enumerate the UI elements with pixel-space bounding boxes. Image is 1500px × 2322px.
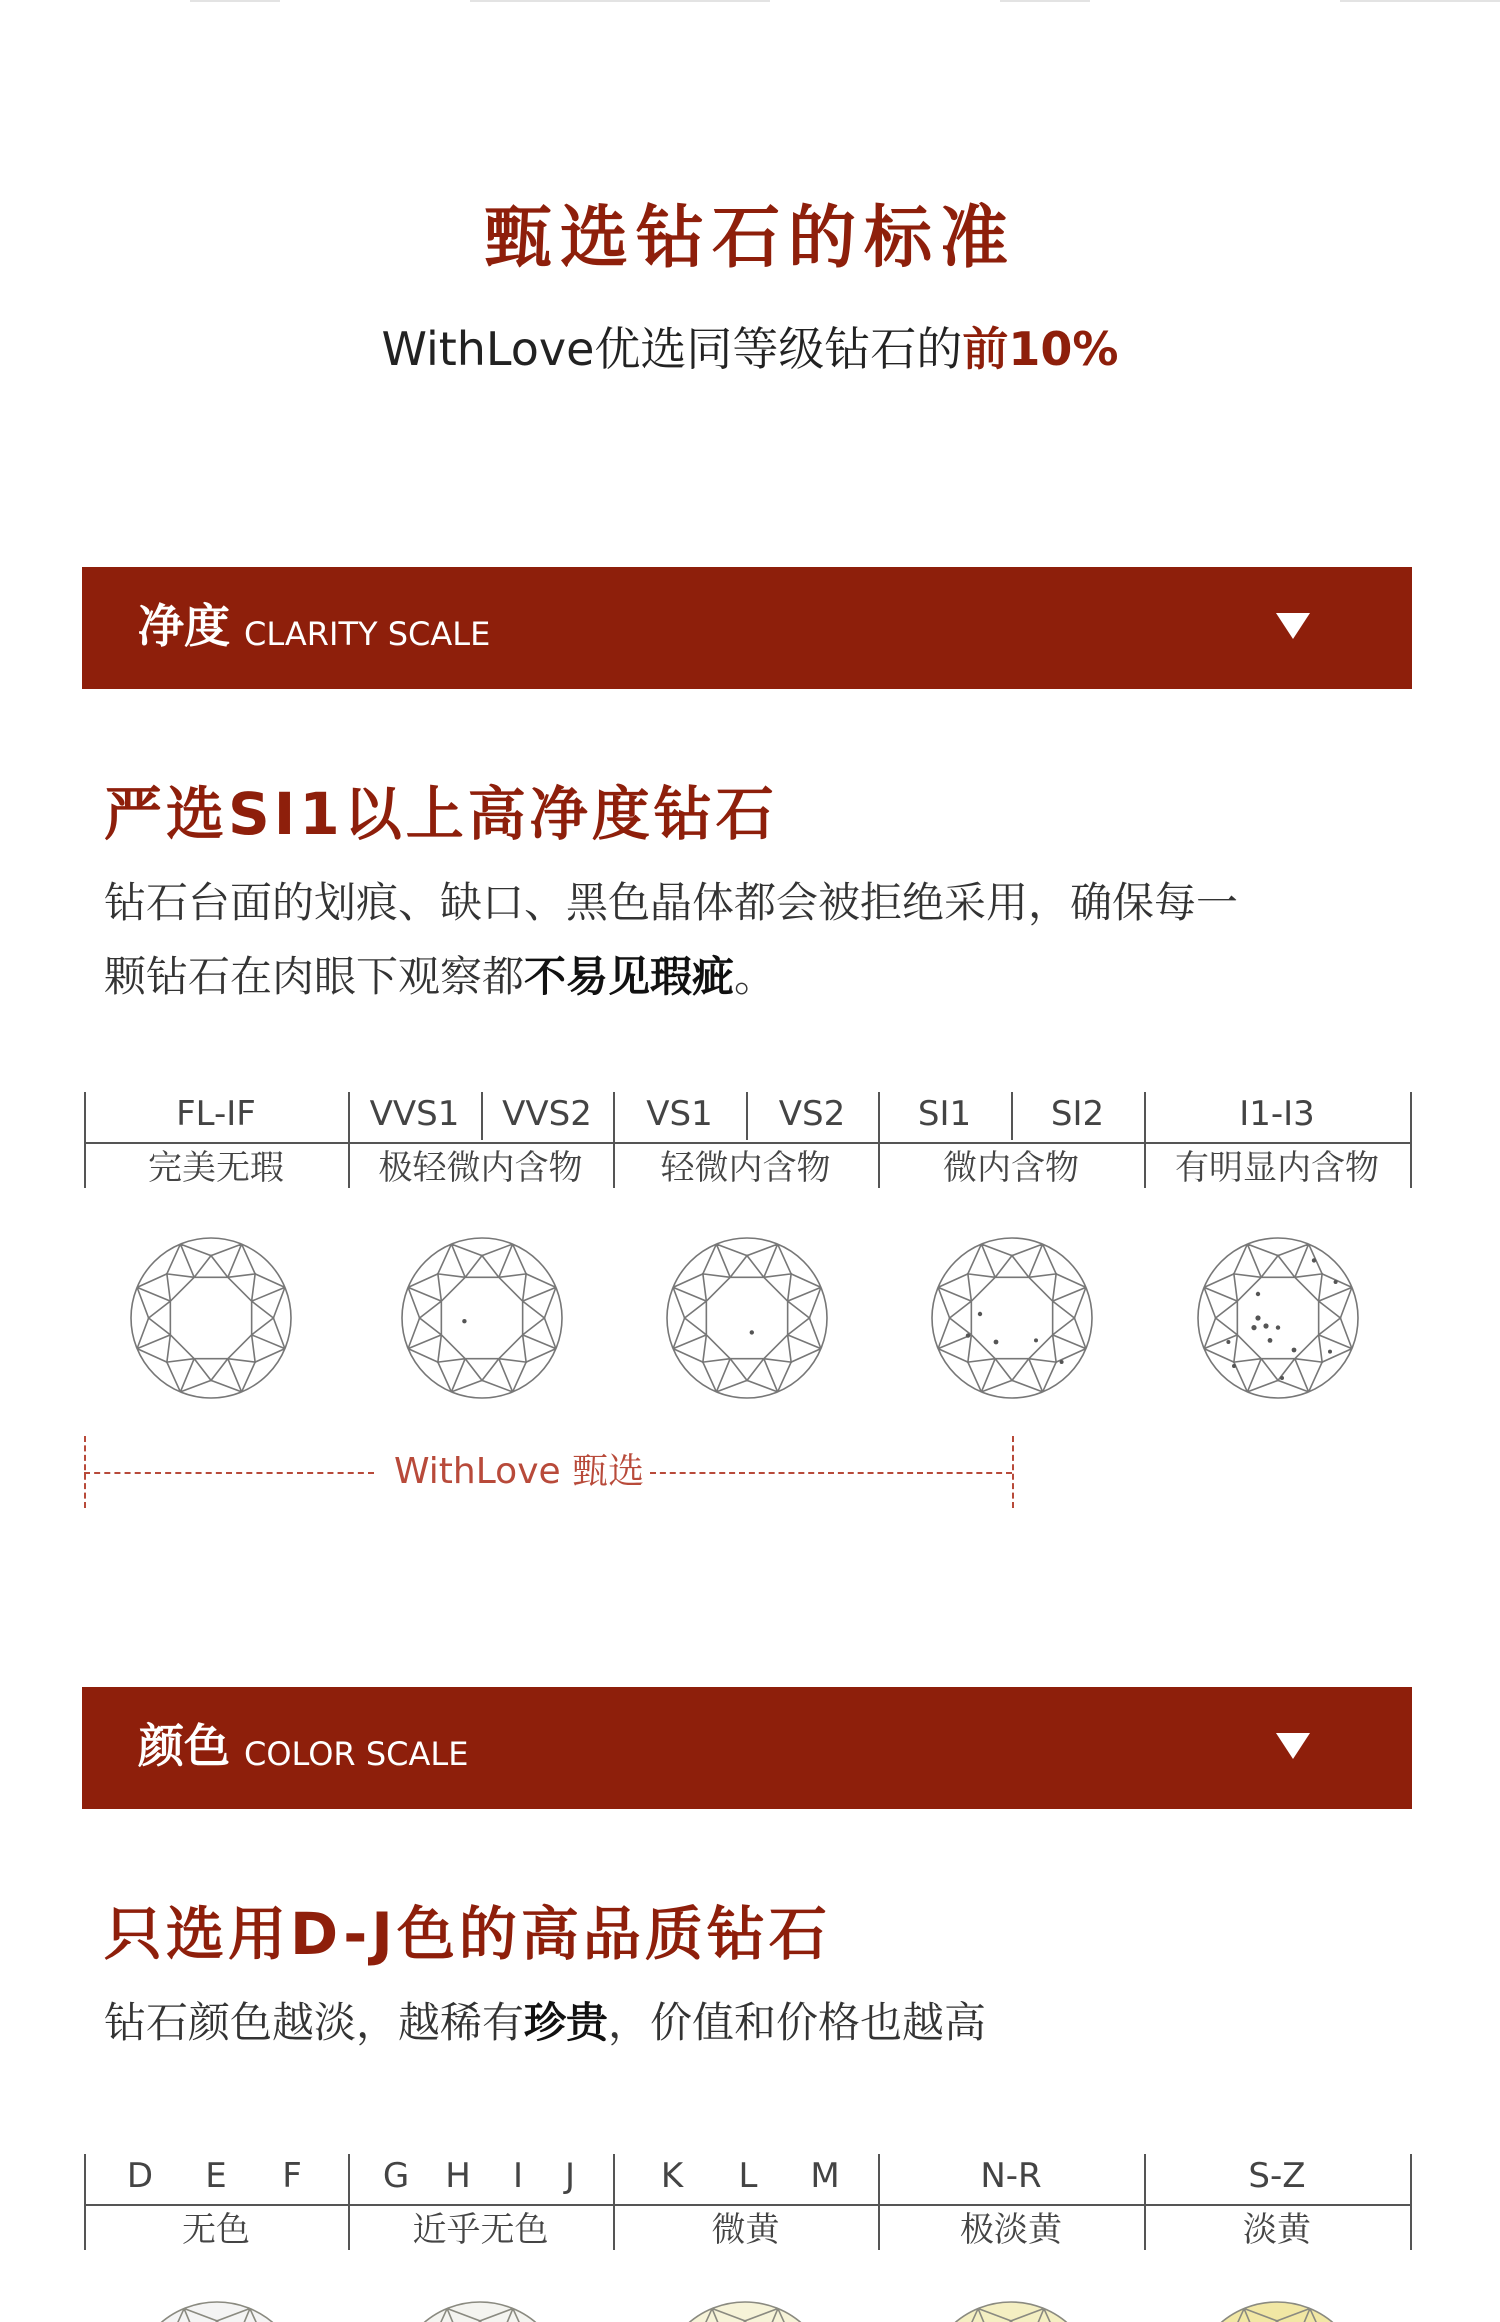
page-title: 甄选钻石的标准 <box>483 199 1016 278</box>
diamond-vs-icon <box>663 1234 831 1402</box>
grade-l: L <box>738 2156 758 2196</box>
grade-vvs2: VVS2 <box>502 1094 592 1134</box>
clarity-description <box>104 866 1424 1014</box>
diamond-included-icon <box>1194 1234 1362 1402</box>
diamond-colorless-icon <box>127 2296 307 2322</box>
grade-g: G <box>382 2156 410 2196</box>
clarity-bar-title: 净度 <box>138 599 230 653</box>
page-subtitle <box>0 322 1500 377</box>
grade-d: D <box>126 2156 154 2196</box>
desc-flawless: 完美无瑕 <box>148 1148 284 1188</box>
clarity-description-line1: 钻石台面的划痕、缺口、黑色晶体都会被拒绝采用，确保每一 <box>104 878 1239 927</box>
color-text-end: ，价值和价格也越高 <box>608 1998 987 2047</box>
clarity-bar-subtitle: CLARITY SCALE <box>244 615 491 653</box>
grade-m: M <box>810 2156 840 2196</box>
clarity-description-line2 <box>104 940 1424 1014</box>
clarity-heading: 严选SI1以上高净度钻石 <box>104 780 778 848</box>
desc-colorless: 无色 <box>182 2210 250 2250</box>
color-grade-table <box>84 2154 1412 2250</box>
chevron-down-icon[interactable] <box>1276 1733 1310 1759</box>
diamond-light-yellow-icon <box>1187 2296 1367 2322</box>
clarity-text-plain: 颗钻石在肉眼下观察都 <box>104 952 525 1001</box>
grade-s-z: S-Z <box>1248 2156 1306 2196</box>
desc-vvs: 极轻微内含物 <box>378 1148 583 1188</box>
diamond-vvs-icon <box>398 1234 566 1402</box>
desc-near-colorless: 近乎无色 <box>412 2210 549 2250</box>
grade-vs2: VS2 <box>778 1094 846 1134</box>
diamond-faint-yellow-icon <box>655 2296 835 2322</box>
grade-f: F <box>282 2156 302 2196</box>
grade-i1-i3: I1-I3 <box>1239 1094 1315 1134</box>
diamond-very-light-yellow-icon <box>921 2296 1101 2322</box>
grade-k: K <box>660 2156 684 2196</box>
color-description <box>104 1986 1424 2060</box>
table-divider <box>84 2204 1412 2206</box>
color-heading: 只选用D-J色的高品质钻石 <box>104 1900 831 1968</box>
desc-very-light-yellow: 极淡黄 <box>960 2210 1062 2250</box>
clarity-text-bold: 不易见瑕疵 <box>524 952 735 1001</box>
withlove-label: WithLove 甄选 <box>394 1451 645 1492</box>
grade-vs1: VS1 <box>646 1094 713 1134</box>
grade-n-r: N-R <box>980 2156 1042 2196</box>
desc-light-yellow: 淡黄 <box>1243 2210 1311 2250</box>
subtitle-accent: 前10% <box>962 322 1119 376</box>
top-divider-lines <box>0 0 1500 6</box>
color-bar-subtitle: COLOR SCALE <box>244 1735 469 1773</box>
desc-faint-yellow: 微黄 <box>711 2210 780 2250</box>
diamond-si-icon <box>928 1234 1096 1402</box>
grade-i: I <box>512 2156 524 2196</box>
desc-vs: 轻微内含物 <box>660 1148 831 1188</box>
color-text-bold: 珍贵 <box>524 1998 609 2047</box>
grade-e: E <box>205 2156 227 2196</box>
grade-si1: SI1 <box>917 1094 972 1134</box>
color-bar-title: 颜色 <box>138 1719 230 1773</box>
color-diamond-row <box>84 2286 1412 2322</box>
desc-included: 有明显内含物 <box>1175 1148 1379 1188</box>
grade-si2: SI2 <box>1050 1094 1105 1134</box>
chevron-down-icon[interactable] <box>1276 613 1310 639</box>
color-text-plain: 钻石颜色越淡，越稀有 <box>104 1998 525 2047</box>
grade-fl-if: FL-IF <box>176 1094 256 1134</box>
subtitle-text: WithLove优选同等级钻石的 <box>381 322 963 376</box>
grade-vvs1: VVS1 <box>369 1094 460 1134</box>
desc-si: 微内含物 <box>943 1148 1079 1188</box>
table-divider <box>84 1142 1412 1144</box>
diamond-fl-if-icon <box>127 1234 295 1402</box>
withlove-selection-range <box>84 1436 1016 1508</box>
clarity-section-toggle[interactable] <box>82 567 1412 689</box>
color-section-toggle[interactable] <box>82 1687 1412 1809</box>
clarity-grade-table <box>84 1092 1412 1188</box>
clarity-text-end: 。 <box>734 952 777 1001</box>
grade-h: H <box>445 2156 471 2196</box>
grade-j: J <box>564 2156 576 2196</box>
diamond-near-colorless-icon <box>390 2296 570 2322</box>
